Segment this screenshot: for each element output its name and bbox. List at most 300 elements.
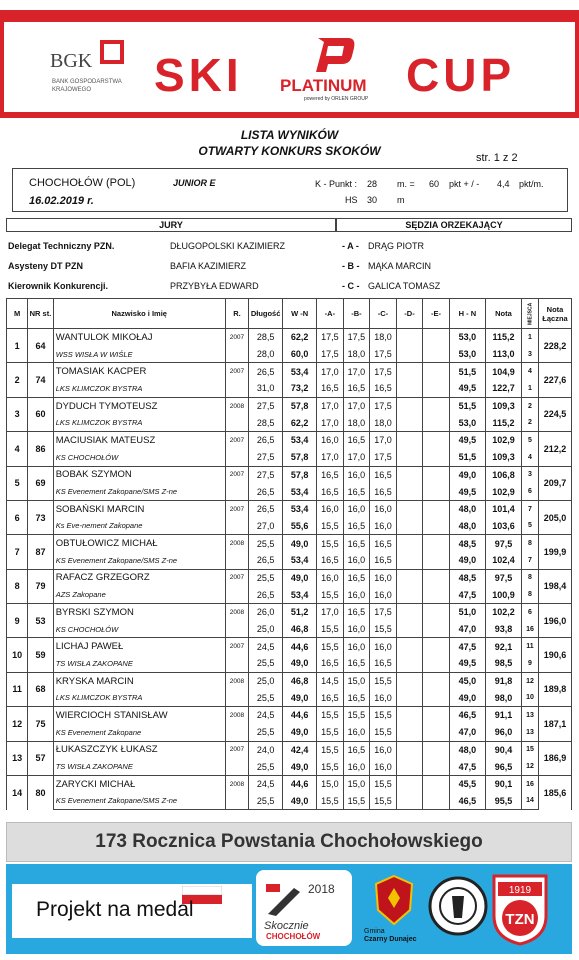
jump1-d: 24,0	[249, 741, 283, 758]
jump1-hn: 48,5	[449, 569, 485, 586]
tzn-logo-icon	[490, 872, 550, 946]
jump1-a: 15,5	[317, 535, 344, 552]
table-row	[7, 775, 572, 792]
jump2-place: 4	[522, 449, 539, 466]
jump2-a: 16,5	[317, 689, 344, 706]
jump2-c: 16,5	[370, 655, 397, 672]
table-row	[7, 397, 572, 414]
table-row	[7, 672, 572, 689]
judge-name: GALICA TOMASZ	[368, 281, 441, 291]
jump1-place: 16	[522, 775, 539, 792]
jump2-place: 1	[522, 380, 539, 397]
jump2-hn: 47,0	[449, 621, 485, 638]
jump1-nota: 92,1	[485, 638, 521, 655]
jump1-c: 17,0	[370, 432, 397, 449]
kpunkt-value: 28	[367, 179, 378, 189]
jump2-hn: 47,5	[449, 758, 485, 775]
jump2-a: 16,5	[317, 655, 344, 672]
jump1-d-judge	[396, 707, 423, 724]
col-judge-e: -E-	[423, 299, 450, 329]
skocznie-text: Skocznie	[264, 920, 309, 932]
jump2-nota: 115,2	[485, 414, 521, 431]
jump1-b: 16,5	[343, 432, 370, 449]
jump1-nota: 97,5	[485, 535, 521, 552]
competitor-name: SOBAŃSKI MARCIN	[53, 500, 225, 517]
birth-year: 2007	[225, 432, 248, 449]
birth-year-empty	[225, 793, 248, 810]
jump2-d-judge	[396, 518, 423, 535]
birth-year-empty	[225, 689, 248, 706]
jump1-hn: 49,0	[449, 466, 485, 483]
table-row-second-jump	[7, 483, 572, 500]
table-row-second-jump	[7, 758, 572, 775]
jump1-nota: 91,8	[485, 672, 521, 689]
jump2-a: 17,0	[317, 414, 344, 431]
col-start-number: NR st.	[28, 299, 53, 329]
jump2-place: 8	[522, 586, 539, 603]
jump1-b: 17,5	[343, 329, 370, 346]
m-value: 60	[429, 179, 440, 189]
col-judge-c: -C-	[370, 299, 397, 329]
total-score: 185,6	[539, 775, 572, 809]
jump2-d: 26,5	[249, 586, 283, 603]
category: JUNIOR E	[173, 178, 216, 188]
jump2-d: 31,0	[249, 380, 283, 397]
jump1-d-judge	[396, 432, 423, 449]
jump2-nota: 98,0	[485, 689, 521, 706]
jury-role: Asysteny DT PZN	[8, 261, 84, 271]
competitor-name: LICHAJ PAWEŁ	[53, 638, 225, 655]
table-row-second-jump	[7, 380, 572, 397]
jump2-hn: 49,0	[449, 552, 485, 569]
birth-year-empty	[225, 552, 248, 569]
competition-info	[12, 168, 568, 212]
total-score: 190,6	[539, 638, 572, 672]
jump2-d-judge	[396, 380, 423, 397]
jump1-d-judge	[396, 775, 423, 792]
jump2-e-judge	[423, 346, 450, 363]
pkt-value: 4,4	[497, 179, 510, 189]
club-name: LKS KLIMCZOK BYSTRA	[53, 414, 225, 431]
judge-code: - A -	[342, 241, 359, 251]
col-note: Nota	[485, 299, 521, 329]
jump1-place: 13	[522, 707, 539, 724]
jump2-place: 14	[522, 793, 539, 810]
jump1-wn: 44,6	[283, 775, 317, 792]
platinum-word: PLATINUM	[280, 76, 367, 95]
jump2-d: 25,5	[249, 655, 283, 672]
jump2-nota: 109,3	[485, 449, 521, 466]
judge-code: - B -	[342, 261, 360, 271]
jump2-wn: 53,4	[283, 552, 317, 569]
jump2-b: 16,0	[343, 724, 370, 741]
jump1-b: 17,0	[343, 363, 370, 380]
jump1-nota: 102,9	[485, 432, 521, 449]
competitor-name: TOMASIAK KACPER	[53, 363, 225, 380]
place: 12	[7, 707, 28, 741]
place: 8	[7, 569, 28, 603]
jump1-hn: 48,5	[449, 535, 485, 552]
jump1-wn: 53,4	[283, 432, 317, 449]
jump1-a: 15,0	[317, 775, 344, 792]
jump1-d-judge	[396, 397, 423, 414]
jury-name: BAFIA KAZIMIERZ	[170, 261, 247, 271]
total-score: 187,1	[539, 707, 572, 741]
jump1-nota: 115,2	[485, 329, 521, 346]
jump1-d: 25,5	[249, 535, 283, 552]
jump1-b: 16,5	[343, 604, 370, 621]
jump1-d-judge	[396, 604, 423, 621]
birth-year: 2008	[225, 707, 248, 724]
jump2-d: 25,5	[249, 793, 283, 810]
jump2-c: 16,0	[370, 518, 397, 535]
hs-unit: m	[397, 195, 405, 205]
banner-inner	[4, 22, 575, 112]
jump1-c: 15,5	[370, 707, 397, 724]
jump2-nota: 103,6	[485, 518, 521, 535]
jump1-d: 26,5	[249, 500, 283, 517]
jump1-nota: 90,1	[485, 775, 521, 792]
jump1-wn: 42,4	[283, 741, 317, 758]
jump1-nota: 97,5	[485, 569, 521, 586]
jump1-e-judge	[423, 569, 450, 586]
jump2-place: 5	[522, 518, 539, 535]
jump1-place: 15	[522, 741, 539, 758]
judges-header: SĘDZIA ORZEKAJĄCY	[336, 218, 572, 232]
jump2-e-judge	[423, 655, 450, 672]
jump1-a: 15,5	[317, 638, 344, 655]
jump1-nota: 104,9	[485, 363, 521, 380]
jump2-hn: 53,0	[449, 346, 485, 363]
jump1-a: 16,0	[317, 569, 344, 586]
jump1-wn: 44,6	[283, 638, 317, 655]
jump2-d-judge	[396, 483, 423, 500]
gmina-crest-icon	[374, 874, 414, 926]
jump2-e-judge	[423, 518, 450, 535]
jump1-a: 17,0	[317, 604, 344, 621]
table-row-second-jump	[7, 655, 572, 672]
jump2-place: 3	[522, 346, 539, 363]
place: 2	[7, 363, 28, 397]
jump1-d: 26,5	[249, 363, 283, 380]
jump2-d: 27,5	[249, 449, 283, 466]
jump2-d-judge	[396, 655, 423, 672]
jump2-place: 13	[522, 724, 539, 741]
chocholow-text: CHOCHOŁÓW	[266, 932, 321, 941]
jump1-hn: 47,5	[449, 638, 485, 655]
platinum-sub: powered by ORLEN GROUP	[304, 96, 369, 102]
jump2-wn: 55,6	[283, 518, 317, 535]
total-score: 227,6	[539, 363, 572, 397]
jump2-d-judge	[396, 689, 423, 706]
czarny-dunajec-label: Czarny Dunajec	[364, 936, 417, 943]
jump1-e-judge	[423, 432, 450, 449]
pktm-label: pkt/m.	[519, 179, 544, 189]
club-name: Ks Eve-nement Zakopane	[53, 518, 225, 535]
jump1-d: 26,0	[249, 604, 283, 621]
jump1-c: 17,5	[370, 397, 397, 414]
jump2-e-judge	[423, 621, 450, 638]
table-row	[7, 569, 572, 586]
jump1-place: 4	[522, 363, 539, 380]
place: 4	[7, 432, 28, 466]
jump1-d: 25,0	[249, 672, 283, 689]
birth-year-empty	[225, 655, 248, 672]
jump1-e-judge	[423, 604, 450, 621]
total-score: 186,9	[539, 741, 572, 775]
jump2-b: 16,0	[343, 758, 370, 775]
jump1-hn: 53,0	[449, 329, 485, 346]
jump2-wn: 62,2	[283, 414, 317, 431]
jump2-hn: 49,5	[449, 380, 485, 397]
table-row	[7, 707, 572, 724]
birth-year: 2007	[225, 638, 248, 655]
jump2-place: 7	[522, 552, 539, 569]
jump1-hn: 51,5	[449, 363, 485, 380]
jump1-c: 15,5	[370, 775, 397, 792]
total-score: 209,7	[539, 466, 572, 500]
jump2-b: 17,0	[343, 449, 370, 466]
competitor-name: RAFACZ GRZEGORZ	[53, 569, 225, 586]
judge-code: - C -	[342, 281, 360, 291]
table-row	[7, 535, 572, 552]
jump2-nota: 100,9	[485, 586, 521, 603]
place: 11	[7, 672, 28, 706]
results-table	[6, 298, 572, 810]
table-row-second-jump	[7, 621, 572, 638]
tzn-year: 1919	[508, 885, 532, 896]
jump1-e-judge	[423, 397, 450, 414]
club-name: TS WISŁA ZAKOPANE	[53, 758, 225, 775]
club-name: KS Evenement Zakopane/SMS Z-ne	[53, 483, 225, 500]
competition-title: OTWARTY KONKURS SKOKÓW	[198, 144, 381, 158]
jump1-nota: 101,4	[485, 500, 521, 517]
jump2-a: 15,5	[317, 724, 344, 741]
jump2-c: 16,0	[370, 586, 397, 603]
jump1-b: 15,0	[343, 775, 370, 792]
jump2-a: 17,5	[317, 346, 344, 363]
jump1-wn: 57,8	[283, 466, 317, 483]
total-score: 198,4	[539, 569, 572, 603]
birth-year: 2008	[225, 535, 248, 552]
total-score: 199,9	[539, 535, 572, 569]
col-judge-d: -D-	[396, 299, 423, 329]
jump2-d-judge	[396, 414, 423, 431]
birth-year: 2008	[225, 397, 248, 414]
col-round-place: MIEJSCA	[522, 299, 539, 329]
jump1-b: 15,0	[343, 672, 370, 689]
jump1-wn: 57,8	[283, 397, 317, 414]
jump2-hn: 49,5	[449, 483, 485, 500]
jump2-a: 15,5	[317, 793, 344, 810]
table-row-second-jump	[7, 346, 572, 363]
place: 3	[7, 397, 28, 431]
jump1-d-judge	[396, 466, 423, 483]
table-row	[7, 466, 572, 483]
jump1-c: 16,5	[370, 466, 397, 483]
competitor-name: WANTULOK MIKOŁAJ	[53, 329, 225, 346]
total-score: 205,0	[539, 500, 572, 534]
table-row-second-jump	[7, 586, 572, 603]
jump1-place: 6	[522, 604, 539, 621]
competitor-name: WIERCIOCH STANISŁAW	[53, 707, 225, 724]
skocznie-logo	[256, 870, 352, 946]
kpunkt-label: K - Punkt :	[315, 179, 358, 189]
jump2-d: 27,0	[249, 518, 283, 535]
jury-role: Delegat Techniczny PZN.	[8, 241, 115, 251]
jump2-nota: 93,8	[485, 621, 521, 638]
jump1-a: 17,0	[317, 363, 344, 380]
jump1-d: 28,5	[249, 329, 283, 346]
table-row-second-jump	[7, 552, 572, 569]
table-row-second-jump	[7, 414, 572, 431]
birth-year: 2008	[225, 604, 248, 621]
jump1-c: 16,5	[370, 535, 397, 552]
jump2-nota: 96,0	[485, 724, 521, 741]
club-name: KS Evenement Zakopane	[53, 724, 225, 741]
results-header	[7, 299, 572, 329]
jump2-c: 16,5	[370, 552, 397, 569]
club-name: AZS Zakopane	[53, 586, 225, 603]
jump1-d: 27,5	[249, 466, 283, 483]
jump1-b: 16,5	[343, 741, 370, 758]
jump1-b: 16,0	[343, 638, 370, 655]
start-number: 75	[28, 707, 53, 741]
jump1-hn: 45,5	[449, 775, 485, 792]
jump2-c: 15,5	[370, 724, 397, 741]
jump2-e-judge	[423, 689, 450, 706]
jump2-d-judge	[396, 621, 423, 638]
jump2-e-judge	[423, 758, 450, 775]
jump2-e-judge	[423, 586, 450, 603]
pkt-label: pkt + / -	[449, 179, 480, 189]
jump1-hn: 45,0	[449, 672, 485, 689]
birth-year: 2007	[225, 569, 248, 586]
jump2-nota: 96,5	[485, 758, 521, 775]
jump2-place: 12	[522, 758, 539, 775]
jump1-c: 16,0	[370, 741, 397, 758]
jump1-d-judge	[396, 569, 423, 586]
birth-year-empty	[225, 586, 248, 603]
jump1-a: 17,0	[317, 397, 344, 414]
jump2-e-judge	[423, 483, 450, 500]
competitor-name: BOBAK SZYMON	[53, 466, 225, 483]
jump2-d: 25,5	[249, 758, 283, 775]
jump2-wn: 49,0	[283, 689, 317, 706]
total-score: 196,0	[539, 604, 572, 638]
jump2-d-judge	[396, 552, 423, 569]
competitor-name: KRYSKA MARCIN	[53, 672, 225, 689]
jury-header: JURY	[6, 218, 336, 232]
jump1-a: 16,0	[317, 432, 344, 449]
total-score: 189,8	[539, 672, 572, 706]
jump2-a: 15,5	[317, 758, 344, 775]
jump2-wn: 60,0	[283, 346, 317, 363]
table-row	[7, 363, 572, 380]
birth-year: 2007	[225, 500, 248, 517]
jump2-a: 16,5	[317, 552, 344, 569]
club-name: TS WISŁA ZAKOPANE	[53, 655, 225, 672]
jump1-e-judge	[423, 500, 450, 517]
date: 16.02.2019 r.	[29, 195, 94, 207]
jump2-b: 16,5	[343, 689, 370, 706]
jump1-b: 16,5	[343, 535, 370, 552]
jump1-b: 16,5	[343, 569, 370, 586]
total-score: 228,2	[539, 329, 572, 363]
col-judge-a: -A-	[317, 299, 344, 329]
jump1-a: 16,0	[317, 500, 344, 517]
jump1-e-judge	[423, 329, 450, 346]
jump1-d-judge	[396, 329, 423, 346]
jury-name: PRZYBYŁA EDWARD	[170, 281, 259, 291]
jump2-d-judge	[396, 586, 423, 603]
competitor-name: ŁUKASZCZYK ŁUKASZ	[53, 741, 225, 758]
hs-label: HS	[345, 195, 358, 205]
tzn-text: TZN	[505, 911, 535, 928]
start-number: 79	[28, 569, 53, 603]
competitor-name: BYRSKI SZYMON	[53, 604, 225, 621]
club-name: KS Evenement Zakopane/SMS Z-ne	[53, 552, 225, 569]
start-number: 53	[28, 604, 53, 638]
jump2-b: 18,0	[343, 346, 370, 363]
jump2-c: 15,5	[370, 621, 397, 638]
start-number: 69	[28, 466, 53, 500]
gmina-logo	[364, 870, 424, 950]
jump2-d: 26,5	[249, 483, 283, 500]
col-distance-points: W -N	[283, 299, 317, 329]
jump2-d: 26,5	[249, 552, 283, 569]
jury-role: Kierownik Konkurencji.	[8, 281, 109, 291]
start-number: 60	[28, 397, 53, 431]
jump2-d-judge	[396, 724, 423, 741]
jump2-d: 28,0	[249, 346, 283, 363]
jump2-a: 15,5	[317, 586, 344, 603]
table-row-second-jump	[7, 518, 572, 535]
jump2-e-judge	[423, 449, 450, 466]
jump1-place: 8	[522, 569, 539, 586]
jump1-d-judge	[396, 500, 423, 517]
jump1-c: 16,0	[370, 569, 397, 586]
club-name: LKS KLIMCZOK BYSTRA	[53, 689, 225, 706]
jump2-b: 15,5	[343, 793, 370, 810]
birth-year-empty	[225, 724, 248, 741]
jump2-a: 17,0	[317, 449, 344, 466]
jump2-c: 15,5	[370, 793, 397, 810]
birth-year-empty	[225, 449, 248, 466]
table-row-second-jump	[7, 724, 572, 741]
jump2-d: 25,0	[249, 621, 283, 638]
birth-year-empty	[225, 346, 248, 363]
birth-year: 2007	[225, 466, 248, 483]
jump2-hn: 48,0	[449, 518, 485, 535]
jump1-c: 16,0	[370, 638, 397, 655]
jump1-d: 25,5	[249, 569, 283, 586]
jump1-wn: 44,6	[283, 707, 317, 724]
jump2-e-judge	[423, 724, 450, 741]
place: 5	[7, 466, 28, 500]
jump1-e-judge	[423, 466, 450, 483]
jump2-hn: 46,5	[449, 793, 485, 810]
jump2-b: 16,5	[343, 518, 370, 535]
start-number: 64	[28, 329, 53, 363]
table-row-second-jump	[7, 689, 572, 706]
jump1-nota: 91,1	[485, 707, 521, 724]
jump2-wn: 49,0	[283, 758, 317, 775]
jump1-c: 17,5	[370, 363, 397, 380]
start-number: 80	[28, 775, 53, 809]
sponsor-footer	[6, 864, 572, 954]
ks-chocholow-logo-icon	[428, 870, 488, 946]
